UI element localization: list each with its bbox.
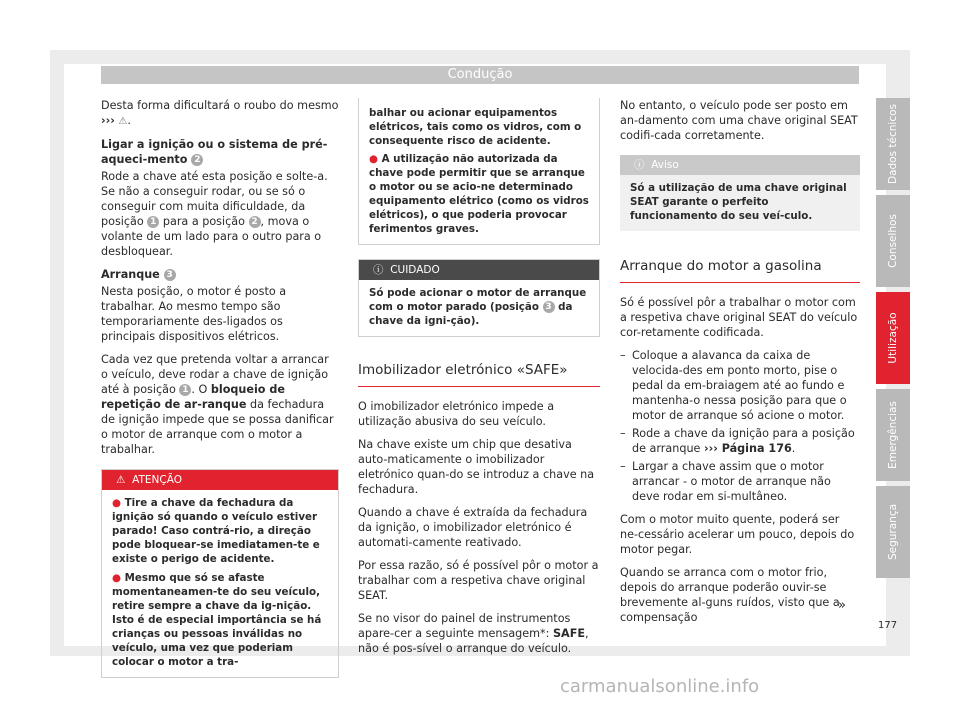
paragraph: Quando a chave é extraída da fechadura da ignição, o imobilizador eletrónico é automati-camente reativado. [358,506,588,549]
watermark: carmanualsonline.info [560,676,760,697]
section-title: Imobilizador eletrónico «SAFE» [358,361,600,387]
info-icon: ⓘ [373,264,384,276]
warning-icon: ⚠ [116,474,126,486]
column-3 [620,98,860,633]
paragraph: Desta forma dificultará o roubo do mesmo ››› ⚠. [101,99,339,127]
section-title: Arranque do motor a gasolina [620,257,860,283]
bullet-icon: ● [369,153,378,165]
caution-box-header: ⓘ CUIDADO [359,260,599,280]
bullet-item: ● Mesmo que só se afaste momentaneamen-te do seu veículo, retire sempre a chave da ig-nição. Isto é de especial importância se há crianças ou pessoas inválidas no veículo, uma vez que poderiam colocar o motor a tra- [112,572,322,668]
position-badge: 2 [191,154,203,166]
paragraph: O imobilizador eletrónico impede a utilização abusiva do seu veículo. [358,400,555,428]
tab-utilizacao[interactable]: Utilização [876,292,910,384]
subheading-ignition: Ligar a ignição ou o sistema de pré-aqueci-mento 2 [101,138,328,166]
caution-box: ⓘ CUIDADO Só pode acionar o motor de arranque com o motor parado (posição 3 da chave da igni-ção). [358,259,600,337]
notice-box-header: ⓘ Aviso [620,155,860,175]
warning-box-continued [358,98,600,245]
list-item: – Largar a chave assim que o motor arrancar - o motor de arranque não deve rodar em si-multâneo. [620,460,831,503]
tab-emergencias[interactable]: Emergências [876,389,910,481]
position-badge: 1 [147,216,159,228]
bullet-item: ● Tire a chave da fechadura da ignição só quando o veículo estiver parado! Caso contrá-rio, a direção pode bloquear-se imediatamen-te e existe o perigo de acidente. [112,497,320,565]
position-badge: 3 [164,269,176,281]
position-badge: 3 [543,301,555,313]
page-number: 177 [878,620,898,631]
position-badge: 1 [179,384,191,396]
info-icon: ⓘ [634,159,645,171]
subheading-start: Arranque 3 [101,267,339,282]
list-item: – Rode a chave da ignição para a posição de arranque ››› Página 176. [620,427,855,455]
warning-box [101,469,339,678]
tab-seguranca[interactable]: Segurança [876,486,910,578]
paragraph: Rode a chave até esta posição e solte-a. Se não a conseguir rodar, ou se só o conseguir com muita dificuldade, da posição 1 para a posição 2 , mova o volante de um lado para o outro para o desbloquear. [101,170,328,258]
paragraph: Com o motor muito quente, poderá ser ne-cessário acelerar um pouco, depois do motor pegar. [620,513,855,556]
paragraph: Se no visor do painel de instrumentos apare-cer a seguinte mensagem*: SAFE, não é pos-sível o arranque do veículo. [358,612,589,655]
section-header: Condução [101,66,859,84]
paragraph: Cada vez que pretenda voltar a arrancar o veículo, deve rodar a chave de ignição até à posição 1 . O bloqueio de repetição de ar-ranque da fechadura de ignição impede que se possa danificar o motor de arranque com o motor a trabalhar. [101,353,334,456]
column-1 [101,98,339,678]
reference-link[interactable]: ››› [101,114,115,127]
paragraph: Por essa razão, só é possível pôr o motor a trabalhar com a respetiva chave original SEAT. [358,559,599,602]
paragraph: Nesta posição, o motor é posto a trabalhar. Ao mesmo tempo são temporariamente des-ligados os principais dispositivos elétricos. [101,285,287,343]
bullet-icon: ● [112,497,121,509]
paragraph: Na chave existe um chip que desativa auto-maticamente o imobilizador eletrónico quan-do se introduz a chave na fechadura. [358,438,595,496]
paragraph: Quando se arranca com o motor frio, depois do arranque poderão ouvir-se brevemente al-guns ruídos, visto que a compensação [620,566,840,624]
warning-icon: ⚠ [118,116,128,127]
bullet-item: ● A utilização não autorizada da chave pode permitir que se arranque o motor ou se acio-ne determinado equipamento elétrico (como os vidros elétricos), o que poderia provocar ferimentos graves. [369,153,589,235]
column-2 [358,98,600,664]
paragraph: Só é possível pôr a trabalhar o motor com a respetiva chave original SEAT do veículo cor-retamente codificada. [620,296,858,339]
paragraph: No entanto, o veículo pode ser posto em an-damento com uma chave original SEAT codifi-cada corretamente. [620,99,858,142]
list-item: – Coloque a alavanca da caixa de velocida-des em ponto morto, pise o pedal da em-braiagem até ao fundo e mantenha-o nessa posição para que o motor de arranque só acione o motor. [620,349,847,422]
reference-link[interactable]: ››› Página 176 [703,442,792,455]
bullet-icon: ● [112,572,121,584]
continued-text: balhar ou acionar equipamentos elétricos, tais como os vidros, com o consequente risco de acidente. [369,107,582,147]
notice-box: ⓘ Aviso Só a utilização de uma chave original SEAT garante o perfeito funcionamento do seu veí-culo. [620,155,860,231]
tab-conselhos[interactable]: Conselhos [876,195,910,287]
position-badge: 2 [249,216,261,228]
continue-mark: » [838,598,846,613]
tab-dados-tecnicos[interactable]: Dados técnicos [876,98,910,190]
warning-box-header: ⚠ ATENÇÃO [102,470,338,490]
